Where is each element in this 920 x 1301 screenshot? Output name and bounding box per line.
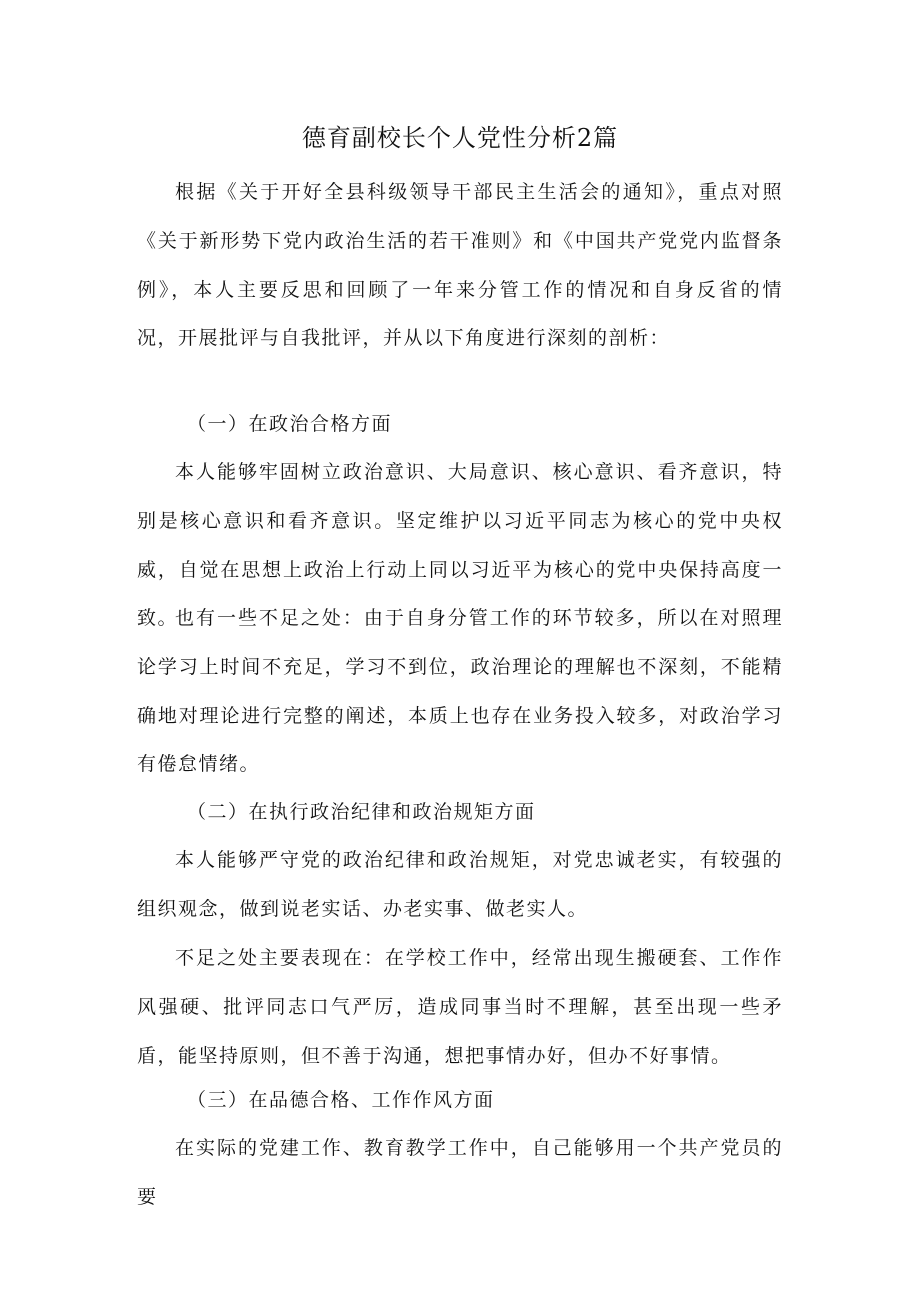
section-2-heading: （二）在执行政治纪律和政治规矩方面 [187, 801, 536, 823]
section-1-paragraph-2: 也有一些不足之处：由于自身分管工作的环节较多，所以在对照理论学习上时间不充足，学习不到位，政治理论的理解也不深刻，不能精确地对理论进行完整的阐述，本质上也存在业务投入较多，对政治学习有倦怠情绪。 [137, 607, 783, 776]
intro-paragraph: 根据《关于开好全县科级领导干部民主生活会的通知》，重点对照《关于新形势下党内政治生活的若干准则》和《中国共产党党内监督条例》，本人主要反思和回顾了一年来分管工作的情况和自身反省的情况，开展批评与自我批评，并从以下角度进行深刻的剖析： [137, 181, 783, 350]
section-2-paragraph-2: 不足之处主要表现在：在学校工作中，经常出现生搬硬套、工作作风强硬、批评同志口气严厉，造成同事当时不理解，甚至出现一些矛盾，能坚持原则，但不善于沟通，想把事情办好，但办不好事情。 [137, 947, 783, 1067]
section-1-paragraph-1: 本人能够牢固树立政治意识、大局意识、核心意识、看齐意识，特别是核心意识和看齐意识。坚定维护以习近平同志为核心的党中央权威，自觉在思想上政治上行动上同以习近平为核心的党中央保持高度一致。 [137, 461, 783, 630]
section-1-heading: （一）在政治合格方面 [187, 413, 393, 435]
section-3-paragraph-1: 在实际的党建工作、教育教学工作中，自己能够用一个共产党员的要 [137, 1137, 783, 1208]
section-3-heading: （三）在品德合格、工作作风方面 [187, 1089, 495, 1111]
document-title: 德育副校长个人党性分析2篇 [301, 124, 619, 152]
section-2-paragraph-1: 本人能够严守党的政治纪律和政治规矩，对党忠诚老实，有较强的组织观念，做到说老实话、办老实事、做老实人。 [137, 849, 783, 920]
